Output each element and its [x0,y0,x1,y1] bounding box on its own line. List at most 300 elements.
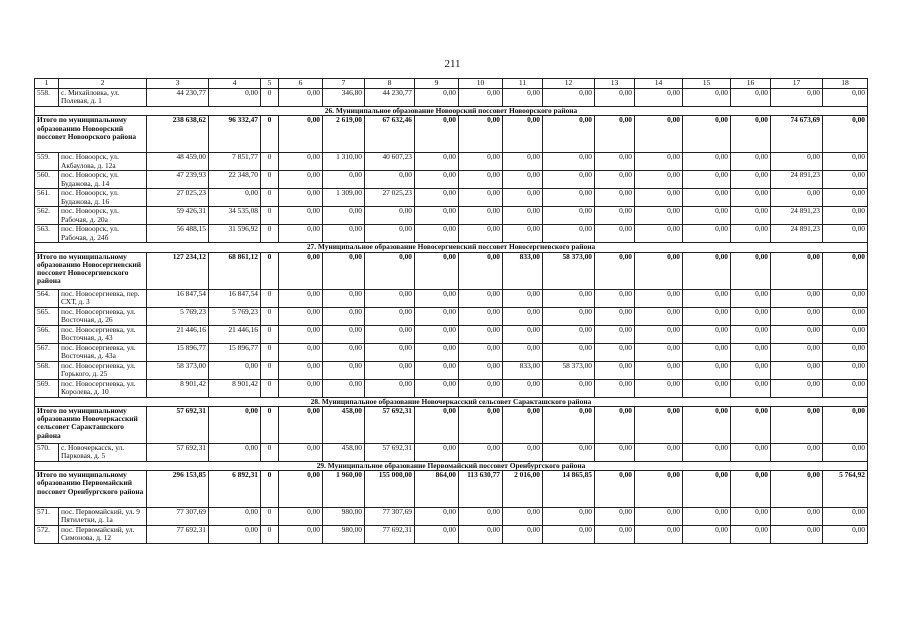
value-cell: 22 348,70 [209,171,261,189]
value-cell: 0,00 [683,207,731,225]
value-cell: 0,00 [595,443,635,461]
table-row [35,443,868,461]
value-cell: 7 851,77 [209,153,261,171]
value-cell: 0,00 [415,153,459,171]
value-cell: 0,00 [415,443,459,461]
row-number: 571. [35,508,59,526]
value-cell: 0,00 [543,171,595,189]
value-cell: 0,00 [635,289,683,307]
value-cell: 0,00 [635,325,683,343]
value-cell: 0,00 [543,325,595,343]
address-cell: с. Михайловка, ул. Полевая, д. 1 [59,89,147,107]
value-cell: 0,00 [543,379,595,397]
row-number: 569. [35,379,59,397]
value-cell: 0,00 [279,526,323,544]
column-header: 4 [209,79,261,89]
total-row [35,406,868,443]
value-cell: 0,00 [503,289,543,307]
value-cell: 0,00 [683,471,731,508]
value-cell: 0,00 [459,225,503,243]
table-row [35,526,868,544]
value-cell: 0,00 [279,343,323,361]
value-cell: 0,00 [459,307,503,325]
value-cell: 0,00 [415,189,459,207]
table-row [35,508,868,526]
value-cell: 0,00 [415,289,459,307]
value-cell: 0,00 [365,343,415,361]
value-cell: 31 596,92 [209,225,261,243]
value-cell: 0,00 [635,153,683,171]
value-cell: 0,00 [543,289,595,307]
value-cell: 0,00 [365,207,415,225]
value-cell: 0 [261,207,279,225]
value-cell: 27 025,23 [365,189,415,207]
value-cell: 58 373,00 [147,361,209,379]
value-cell: 0,00 [459,379,503,397]
section-title: 27. Муниципальное образование Новосергиевский поссовет Новосергиевского района [35,243,868,252]
value-cell: 0,00 [503,443,543,461]
value-cell: 0,00 [365,307,415,325]
value-cell: 0,00 [635,406,683,443]
value-cell: 0,00 [635,361,683,379]
value-cell: 0,00 [771,406,823,443]
value-cell: 0,00 [635,171,683,189]
value-cell: 0,00 [209,526,261,544]
value-cell: 0,00 [731,307,771,325]
value-cell: 0,00 [731,116,771,153]
value-cell: 0,00 [595,207,635,225]
column-header: 2 [59,79,147,89]
value-cell: 0,00 [595,225,635,243]
address-cell: пос. Первомайский, ул. Симонова, д. 12 [59,526,147,544]
address-cell: пос. Новоорск, ул. Рабочая, д. 24б [59,225,147,243]
value-cell: 0,00 [459,89,503,107]
value-cell: 44 230,77 [365,89,415,107]
value-cell: 0,00 [823,406,868,443]
value-cell: 44 230,77 [147,89,209,107]
value-cell: 0 [261,307,279,325]
value-cell: 24 891,23 [771,171,823,189]
value-cell: 0,00 [595,171,635,189]
value-cell: 0,00 [323,325,365,343]
value-cell: 0,00 [365,289,415,307]
section-header-row [35,107,868,116]
address-cell: пос. Новоорск, ул. Будажова, д. 14 [59,171,147,189]
address-cell: пос. Новосергиевка, ул. Королева, д. 10 [59,379,147,397]
value-cell: 0,00 [209,361,261,379]
value-cell: 0,00 [415,225,459,243]
value-cell: 0,00 [823,289,868,307]
value-cell: 833,00 [503,252,543,289]
column-header: 11 [503,79,543,89]
value-cell: 0 [261,289,279,307]
value-cell: 0,00 [683,307,731,325]
column-header: 13 [595,79,635,89]
value-cell: 0,00 [543,406,595,443]
table-body [35,79,868,544]
value-cell: 0,00 [459,443,503,461]
value-cell: 0,00 [365,325,415,343]
value-cell: 2 619,00 [323,116,365,153]
value-cell: 0,00 [323,307,365,325]
address-cell: пос. Новоорск, ул. Акбаулова, д. 12а [59,153,147,171]
value-cell: 0,00 [503,343,543,361]
value-cell: 0,00 [731,325,771,343]
value-cell: 0,00 [279,189,323,207]
value-cell: 24 891,23 [771,207,823,225]
value-cell: 0,00 [365,171,415,189]
value-cell: 0,00 [209,89,261,107]
value-cell: 0,00 [731,207,771,225]
value-cell: 0,00 [279,361,323,379]
column-header: 3 [147,79,209,89]
value-cell: 0,00 [595,526,635,544]
value-cell: 0,00 [683,361,731,379]
address-cell: пос. Новоорск, ул. Рабочая, д. 20а [59,207,147,225]
value-cell: 0,00 [543,307,595,325]
value-cell: 0,00 [771,508,823,526]
section-title: 26. Муниципальное образование Новоорский поссовет Новоорского района [35,107,868,116]
value-cell: 67 632,46 [365,116,415,153]
value-cell: 0,00 [683,171,731,189]
value-cell: 0,00 [635,307,683,325]
value-cell: 0,00 [279,307,323,325]
value-cell: 0,00 [731,289,771,307]
table-row [35,171,868,189]
value-cell: 0,00 [823,443,868,461]
value-cell: 0 [261,443,279,461]
value-cell: 0,00 [771,252,823,289]
value-cell: 0,00 [279,508,323,526]
value-cell: 0,00 [635,379,683,397]
row-number: 570. [35,443,59,461]
value-cell: 0,00 [683,225,731,243]
value-cell: 96 332,47 [209,116,261,153]
value-cell: 0,00 [731,171,771,189]
value-cell: 0 [261,508,279,526]
value-cell: 48 459,00 [147,153,209,171]
value-cell: 0,00 [683,343,731,361]
row-number: 565. [35,307,59,325]
value-cell: 346,80 [323,89,365,107]
value-cell: 77 307,69 [147,508,209,526]
total-row [35,471,868,508]
value-cell: 0,00 [771,526,823,544]
value-cell: 0,00 [595,471,635,508]
value-cell: 0,00 [279,289,323,307]
value-cell: 0,00 [731,361,771,379]
value-cell: 0,00 [503,508,543,526]
value-cell: 0,00 [635,443,683,461]
value-cell: 5 769,23 [147,307,209,325]
row-number: 563. [35,225,59,243]
value-cell: 0,00 [635,526,683,544]
value-cell: 0,00 [771,289,823,307]
value-cell: 0,00 [543,526,595,544]
value-cell: 1 309,00 [323,189,365,207]
value-cell: 0,00 [595,252,635,289]
value-cell: 0,00 [635,225,683,243]
value-cell: 34 535,08 [209,207,261,225]
value-cell: 0,00 [731,89,771,107]
section-header-row [35,461,868,470]
value-cell: 0,00 [771,361,823,379]
value-cell: 0,00 [459,207,503,225]
value-cell: 0,00 [823,225,868,243]
value-cell: 0,00 [595,379,635,397]
value-cell: 0,00 [503,207,543,225]
column-header: 18 [823,79,868,89]
row-number: 560. [35,171,59,189]
value-cell: 864,00 [415,471,459,508]
value-cell: 0,00 [731,225,771,243]
row-number: 567. [35,343,59,361]
value-cell: 0,00 [459,361,503,379]
page-number: 211 [444,58,461,70]
row-number: 561. [35,189,59,207]
total-label: Итого по муниципальному образованию Новосергиевский поссовет Новосергиевского района [35,252,147,289]
value-cell: 0,00 [279,89,323,107]
value-cell: 0,00 [279,207,323,225]
value-cell: 0,00 [503,379,543,397]
value-cell: 21 446,16 [147,325,209,343]
value-cell: 56 488,15 [147,225,209,243]
value-cell: 0 [261,171,279,189]
total-label: Итого по муниципальному образованию Первомайский поссовет Оренбургского района [35,471,147,508]
value-cell: 0,00 [731,153,771,171]
value-cell: 0 [261,252,279,289]
value-cell: 0,00 [503,406,543,443]
value-cell: 68 861,12 [209,252,261,289]
value-cell: 0,00 [683,443,731,461]
value-cell: 40 607,23 [365,153,415,171]
value-cell: 127 234,12 [147,252,209,289]
value-cell: 15 896,77 [209,343,261,361]
value-cell: 5 764,92 [823,471,868,508]
column-header: 12 [543,79,595,89]
column-header: 9 [415,79,459,89]
value-cell: 0,00 [365,225,415,243]
column-header: 16 [731,79,771,89]
value-cell: 0,00 [415,89,459,107]
value-cell: 0,00 [683,289,731,307]
value-cell: 0,00 [459,252,503,289]
value-cell: 0,00 [595,508,635,526]
data-table [34,78,868,544]
value-cell: 0,00 [415,406,459,443]
column-header: 10 [459,79,503,89]
value-cell: 0,00 [503,189,543,207]
value-cell: 8 901,42 [209,379,261,397]
section-title: 28. Муниципальное образование Новочеркасский сельсовет Саракташского района [35,397,868,406]
value-cell: 0,00 [731,189,771,207]
table-row [35,325,868,343]
value-cell: 113 630,77 [459,471,503,508]
value-cell: 77 307,69 [365,508,415,526]
value-cell: 0,00 [459,526,503,544]
value-cell: 21 446,16 [209,325,261,343]
value-cell: 14 865,85 [543,471,595,508]
value-cell: 57 692,31 [147,406,209,443]
value-cell: 0,00 [595,189,635,207]
value-cell: 0 [261,225,279,243]
value-cell: 0,00 [323,289,365,307]
value-cell: 0,00 [595,307,635,325]
section-header-row [35,243,868,252]
value-cell: 296 153,85 [147,471,209,508]
value-cell: 458,00 [323,443,365,461]
value-cell: 0,00 [823,189,868,207]
value-cell: 0,00 [323,225,365,243]
value-cell: 0,00 [459,406,503,443]
value-cell: 0,00 [731,406,771,443]
value-cell: 0,00 [415,171,459,189]
value-cell: 0 [261,526,279,544]
value-cell: 0,00 [459,153,503,171]
value-cell: 0,00 [503,225,543,243]
value-cell: 0,00 [365,252,415,289]
value-cell: 833,00 [503,361,543,379]
value-cell: 0,00 [731,379,771,397]
value-cell: 59 426,31 [147,207,209,225]
value-cell: 74 673,69 [771,116,823,153]
value-cell: 77 692,31 [365,526,415,544]
value-cell: 0,00 [823,508,868,526]
value-cell: 0 [261,89,279,107]
value-cell: 0 [261,116,279,153]
value-cell: 980,00 [323,508,365,526]
address-cell: пос. Новосергиевка, ул. Восточная, д. 26 [59,307,147,325]
value-cell: 0,00 [683,379,731,397]
value-cell: 58 373,00 [543,252,595,289]
value-cell: 0,00 [279,252,323,289]
table-row [35,89,868,107]
value-cell: 0,00 [459,289,503,307]
value-cell: 0 [261,189,279,207]
address-cell: пос. Новосергиевка, пер. СХТ, д. 3 [59,289,147,307]
value-cell: 0,00 [543,225,595,243]
row-number: 558. [35,89,59,107]
value-cell: 0,00 [459,343,503,361]
value-cell: 0,00 [683,406,731,443]
value-cell: 58 373,00 [543,361,595,379]
value-cell: 1 310,00 [323,153,365,171]
value-cell: 0,00 [823,89,868,107]
value-cell: 0,00 [279,471,323,508]
value-cell: 0,00 [771,153,823,171]
value-cell: 47 239,93 [147,171,209,189]
address-cell: пос. Новосергиевка, ул. Горького, д. 25 [59,361,147,379]
value-cell: 0,00 [543,508,595,526]
value-cell: 0,00 [503,325,543,343]
value-cell: 0 [261,471,279,508]
value-cell: 0,00 [503,526,543,544]
table-row [35,207,868,225]
value-cell: 2 016,00 [503,471,543,508]
value-cell: 0 [261,379,279,397]
value-cell: 5 769,23 [209,307,261,325]
value-cell: 16 847,54 [209,289,261,307]
value-cell: 0,00 [503,89,543,107]
column-header: 5 [261,79,279,89]
value-cell: 27 025,23 [147,189,209,207]
value-cell: 0,00 [279,171,323,189]
value-cell: 980,00 [323,526,365,544]
value-cell: 0,00 [459,116,503,153]
value-cell: 0,00 [365,379,415,397]
value-cell: 0,00 [415,379,459,397]
value-cell: 0,00 [823,307,868,325]
column-header: 7 [323,79,365,89]
value-cell: 0,00 [595,406,635,443]
value-cell: 0 [261,406,279,443]
value-cell: 0,00 [415,207,459,225]
value-cell: 0,00 [415,508,459,526]
value-cell: 0,00 [459,189,503,207]
value-cell: 0,00 [503,116,543,153]
address-cell: пос. Новосергиевка, ул. Восточная, д. 43а [59,343,147,361]
column-header: 15 [683,79,731,89]
value-cell: 0 [261,343,279,361]
value-cell: 24 891,23 [771,225,823,243]
table-row [35,343,868,361]
value-cell: 0,00 [209,443,261,461]
value-cell: 0,00 [771,379,823,397]
address-cell: с. Новочеркасск, ул. Парковая, д. 5 [59,443,147,461]
address-cell: пос. Новоорск, ул. Будажова, д. 16 [59,189,147,207]
value-cell: 0,00 [731,343,771,361]
value-cell: 0,00 [595,361,635,379]
value-cell: 0,00 [543,443,595,461]
row-number: 568. [35,361,59,379]
value-cell: 0,00 [823,379,868,397]
section-header-row [35,397,868,406]
value-cell: 0,00 [635,508,683,526]
row-number: 562. [35,207,59,225]
value-cell: 0,00 [279,406,323,443]
value-cell: 0 [261,325,279,343]
value-cell: 0,00 [823,207,868,225]
value-cell: 0,00 [683,116,731,153]
header-row [35,79,868,89]
value-cell: 0,00 [279,153,323,171]
value-cell: 0,00 [415,325,459,343]
value-cell: 0,00 [683,189,731,207]
value-cell: 0,00 [823,526,868,544]
table-row [35,289,868,307]
value-cell: 0,00 [543,116,595,153]
value-cell: 0,00 [543,207,595,225]
value-cell: 0,00 [323,171,365,189]
row-number: 572. [35,526,59,544]
value-cell: 0,00 [635,189,683,207]
value-cell: 0,00 [823,171,868,189]
row-number: 566. [35,325,59,343]
value-cell: 0 [261,153,279,171]
table-row [35,225,868,243]
value-cell: 0,00 [683,508,731,526]
total-row [35,116,868,153]
column-header: 14 [635,79,683,89]
value-cell: 6 892,31 [209,471,261,508]
value-cell: 0,00 [823,252,868,289]
table-row [35,153,868,171]
value-cell: 0,00 [503,171,543,189]
value-cell: 0,00 [771,307,823,325]
value-cell: 0,00 [543,189,595,207]
value-cell: 0,00 [323,379,365,397]
value-cell: 0,00 [543,89,595,107]
